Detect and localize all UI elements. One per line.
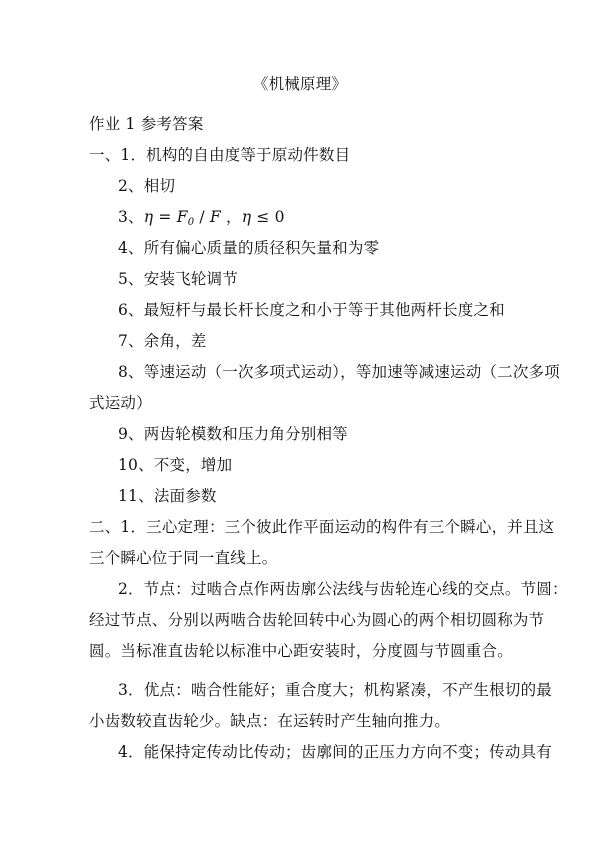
- answer-1-1: 一、1．机构的自由度等于原动件数目: [89, 146, 351, 164]
- answer-2-2-line2: 经过节点、分别以两啮合齿轮回转中心为圆心的两个相切圆称为节: [89, 611, 545, 629]
- answer-2-2-line3: 圆。当标准直齿轮以标准中心距安装时，分度圆与节圆重合。: [89, 642, 513, 660]
- answer-1-2: 2、相切: [118, 177, 176, 195]
- answer-1-8-cont: 式运动）: [89, 394, 152, 412]
- assignment-heading: 作业 1 参考答案: [89, 115, 204, 133]
- answer-2-3-line2: 小齿数较直齿轮少。缺点：在运转时产生轴向推力。: [89, 712, 451, 730]
- answer-1-4: 4、所有偏心质量的质径积矢量和为零: [118, 239, 380, 257]
- answer-1-3: 3、$\eta = F_0 / F$ ，η ≤ 0: [118, 208, 285, 228]
- answer-2-4-line1: 4．能保持定传动比传动；齿廓间的正压力方向不变；传动具有: [118, 743, 552, 761]
- answer-1-8: 8、等速运动（一次多项式运动），等加速等减速运动（二次多项: [118, 363, 560, 381]
- answer-1-9: 9、两齿轮模数和压力角分别相等: [118, 425, 348, 443]
- answer-2-1-line1: 二、1．三心定理：三个彼此作平面运动的构件有三个瞬心，并且这: [89, 518, 555, 536]
- document-title: 《机械原理》: [252, 75, 348, 93]
- answer-1-11: 11、法面参数: [118, 487, 217, 505]
- answer-2-3-line1: 3．优点：啮合性能好；重合度大；机构紧凑，不产生根切的最: [118, 681, 552, 699]
- answer-1-5: 5、安装飞轮调节: [118, 270, 238, 288]
- answer-2-2-line1: 2．节点：过啮合点作两齿廓公法线与齿轮连心线的交点。节圆：: [118, 580, 568, 598]
- answer-1-10: 10、不变，增加: [118, 456, 233, 474]
- answer-2-1-line2: 三个瞬心位于同一直线上。: [89, 549, 278, 567]
- answer-1-7: 7、余角，差: [118, 332, 207, 350]
- answer-1-6: 6、最短杆与最长杆长度之和小于等于其他两杆长度之和: [118, 301, 505, 319]
